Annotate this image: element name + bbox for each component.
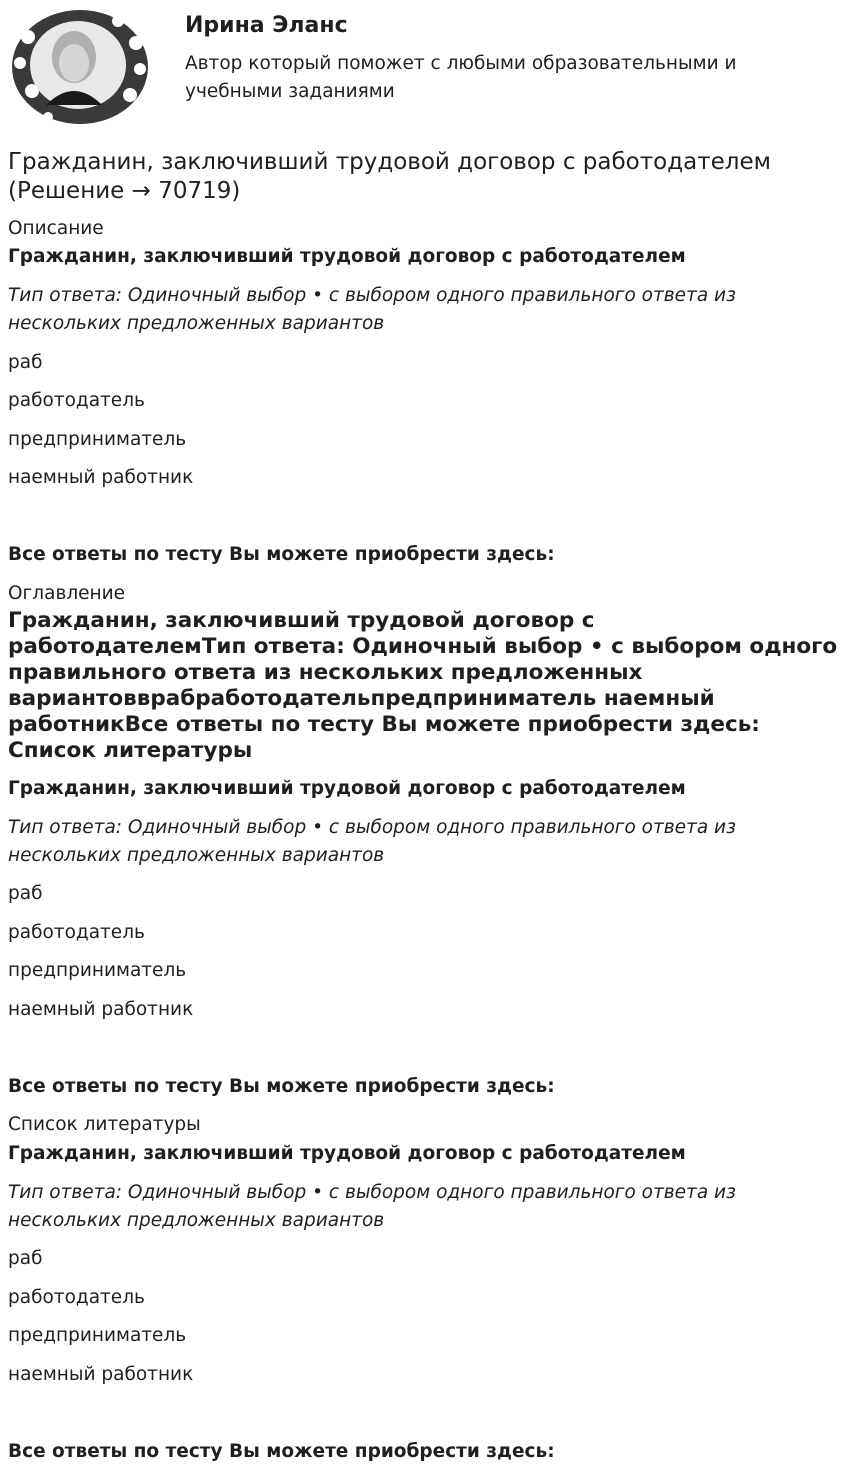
toc-option: наемный работник bbox=[8, 999, 194, 1020]
description-option: работодатель bbox=[8, 390, 145, 411]
literature-option: работодатель bbox=[8, 1287, 145, 1308]
description-answer-type: Тип ответа: Одиночный выбор • с выбором одного правильного ответа из нескольких предложенных вариантов bbox=[8, 285, 736, 334]
author-block bbox=[8, 0, 838, 140]
literature-option: наемный работник bbox=[8, 1364, 194, 1385]
page-title: Гражданин, заключивший трудовой договор с работодателем (Решение → 70719) bbox=[8, 149, 771, 204]
author-name: Ирина Эланс bbox=[185, 13, 348, 38]
literature-option: предприниматель bbox=[8, 1325, 187, 1346]
description-option: наемный работник bbox=[8, 467, 194, 488]
toc-option: раб bbox=[8, 883, 43, 904]
literature-buy-text: Все ответы по тесту Вы можете приобрести здесь: bbox=[8, 1441, 555, 1462]
literature-question: Гражданин, заключивший трудовой договор с работодателем bbox=[8, 1143, 686, 1164]
literature-label: Список литературы bbox=[8, 1114, 201, 1135]
toc-option: предприниматель bbox=[8, 960, 187, 981]
toc-buy-text: Все ответы по тесту Вы можете приобрести здесь: bbox=[8, 1076, 555, 1097]
description-question: Гражданин, заключивший трудовой договор с работодателем bbox=[8, 246, 686, 267]
toc-label: Оглавление bbox=[8, 583, 126, 604]
literature-answer-type: Тип ответа: Одиночный выбор • с выбором одного правильного ответа из нескольких предложенных вариантов bbox=[8, 1182, 736, 1231]
description-label: Описание bbox=[8, 218, 104, 239]
literature-option: раб bbox=[8, 1248, 43, 1269]
toc-question: Гражданин, заключивший трудовой договор с работодателем bbox=[8, 778, 686, 799]
description-buy-text: Все ответы по тесту Вы можете приобрести здесь: bbox=[8, 544, 555, 565]
author-avatar bbox=[8, 7, 150, 127]
description-option: предприниматель bbox=[8, 429, 187, 450]
description-option: раб bbox=[8, 352, 43, 373]
page bbox=[8, 0, 838, 1462]
toc-option: работодатель bbox=[8, 922, 145, 943]
author-description: Автор который поможет с любыми образовательными и учебными заданиями bbox=[185, 53, 737, 102]
toc-answer-type: Тип ответа: Одиночный выбор • с выбором одного правильного ответа из нескольких предложенных вариантов bbox=[8, 817, 736, 866]
toc-summary: Гражданин, заключивший трудовой договор с работодателемТип ответа: Одиночный выбор • с выбором одного правильного ответа из нескольких предложенных вариантовврабработодательпредприниматель наемный работникВсе ответы по тесту Вы можете приобрести здесь: Список литературы bbox=[8, 608, 838, 763]
